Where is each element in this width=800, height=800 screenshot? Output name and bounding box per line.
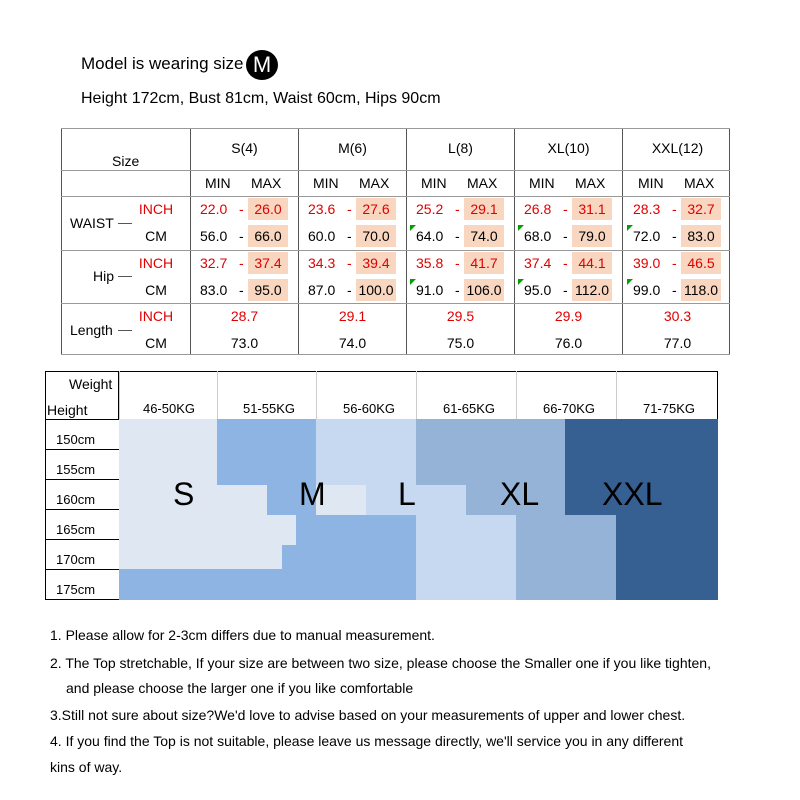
range-dash: - xyxy=(455,255,460,271)
max-label: MAX xyxy=(359,175,390,191)
size-zone-s xyxy=(217,545,282,569)
height-row-label: 170cm xyxy=(56,552,96,567)
size-zone-m xyxy=(296,515,316,545)
length-cm-value: 75.0 xyxy=(446,335,475,351)
max-value: 74.0 xyxy=(464,225,504,247)
max-value: 39.4 xyxy=(356,252,396,274)
row-group-hip: Hip xyxy=(93,268,115,284)
weight-axis-label: Weight xyxy=(69,376,113,392)
weight-range-label: 71-75KG xyxy=(642,401,696,416)
range-dash: - xyxy=(455,282,460,298)
max-value: 66.0 xyxy=(248,225,288,247)
min-value: 95.0 xyxy=(524,282,552,298)
max-value: 26.0 xyxy=(248,198,288,220)
unit-label-inch: INCH xyxy=(138,201,174,217)
table-divider xyxy=(622,128,623,354)
cell-marker xyxy=(518,279,524,285)
table-divider xyxy=(61,128,62,354)
max-label: MAX xyxy=(467,175,498,191)
cell-marker xyxy=(410,225,416,231)
size-zone-m xyxy=(282,545,316,569)
height-gridline xyxy=(45,479,119,480)
min-value: 22.0 xyxy=(200,201,228,217)
max-label: MAX xyxy=(684,175,715,191)
length-cm-value: 76.0 xyxy=(554,335,583,351)
max-value: 29.1 xyxy=(464,198,504,220)
range-dash: - xyxy=(563,282,568,298)
length-inch-value: 30.3 xyxy=(663,308,692,324)
bracket-tick xyxy=(118,223,132,224)
table-divider xyxy=(514,128,515,354)
size-zone-l xyxy=(416,515,516,600)
table-divider xyxy=(298,128,299,354)
model-measurements: Height 172cm, Bust 81cm, Waist 60cm, Hips 90cm xyxy=(81,90,441,107)
min-value: 83.0 xyxy=(200,282,228,298)
min-value: 28.3 xyxy=(633,201,661,217)
length-cm-value: 74.0 xyxy=(338,335,367,351)
min-label: MIN xyxy=(313,175,339,191)
max-value: 79.0 xyxy=(572,225,612,247)
size-zone-s xyxy=(217,515,296,545)
min-value: 87.0 xyxy=(308,282,336,298)
min-value: 72.0 xyxy=(633,228,661,244)
weight-range-label: 66-70KG xyxy=(542,401,596,416)
min-value: 99.0 xyxy=(633,282,661,298)
size-column-header: S(4) xyxy=(231,140,258,156)
table-divider xyxy=(190,128,191,354)
height-gridline xyxy=(45,419,119,420)
weight-range-label: 56-60KG xyxy=(342,401,396,416)
range-dash: - xyxy=(347,201,352,217)
min-value: 56.0 xyxy=(200,228,228,244)
max-value: 83.0 xyxy=(681,225,721,247)
max-value: 46.5 xyxy=(681,252,721,274)
min-value: 34.3 xyxy=(308,255,336,271)
size-zone-label: XXL xyxy=(602,476,663,512)
row-group-waist: WAIST xyxy=(70,215,114,231)
model-size-badge: M xyxy=(246,50,278,80)
size-header-label: Size xyxy=(112,153,140,169)
height-gridline xyxy=(45,509,119,510)
range-dash: - xyxy=(563,255,568,271)
range-dash: - xyxy=(239,255,244,271)
range-dash: - xyxy=(347,255,352,271)
max-value: 37.4 xyxy=(248,252,288,274)
min-label: MIN xyxy=(421,175,447,191)
height-row-label: 165cm xyxy=(56,522,96,537)
length-inch-value: 29.5 xyxy=(446,308,475,324)
height-gridline xyxy=(45,539,119,540)
size-zone-m xyxy=(119,569,316,600)
min-label: MIN xyxy=(529,175,555,191)
min-label: MIN xyxy=(205,175,231,191)
range-dash: - xyxy=(347,228,352,244)
range-dash: - xyxy=(563,228,568,244)
range-dash: - xyxy=(672,201,677,217)
size-zone-label: XL xyxy=(500,476,540,512)
length-inch-value: 28.7 xyxy=(230,308,259,324)
min-value: 64.0 xyxy=(416,228,444,244)
height-gridline xyxy=(45,449,119,450)
max-value: 106.0 xyxy=(464,279,504,301)
max-value: 41.7 xyxy=(464,252,504,274)
max-value: 112.0 xyxy=(572,279,612,301)
unit-label-cm: CM xyxy=(145,228,167,244)
height-axis-label: Height xyxy=(47,402,88,418)
range-dash: - xyxy=(239,282,244,298)
height-row-label: 155cm xyxy=(56,462,96,477)
min-value: 23.6 xyxy=(308,201,336,217)
cell-marker xyxy=(627,225,633,231)
length-cm-value: 77.0 xyxy=(663,335,692,351)
min-label: MIN xyxy=(638,175,664,191)
max-value: 32.7 xyxy=(681,198,721,220)
range-dash: - xyxy=(563,201,568,217)
range-dash: - xyxy=(455,201,460,217)
range-dash: - xyxy=(239,228,244,244)
length-cm-value: 73.0 xyxy=(230,335,259,351)
size-zone-xl xyxy=(416,419,565,485)
max-label: MAX xyxy=(575,175,606,191)
min-value: 25.2 xyxy=(416,201,444,217)
table-rule xyxy=(61,170,730,171)
cell-marker xyxy=(627,279,633,285)
height-gridline xyxy=(45,569,119,570)
bracket-tick xyxy=(118,276,132,277)
min-value: 32.7 xyxy=(200,255,228,271)
range-dash: - xyxy=(672,255,677,271)
note-4-continued: kins of way. xyxy=(50,759,123,775)
max-value: 44.1 xyxy=(572,252,612,274)
unit-label-inch: INCH xyxy=(138,255,174,271)
height-row-label: 175cm xyxy=(56,582,96,597)
note-2-continued: and please choose the larger one if you like comfortable xyxy=(66,680,414,696)
min-value: 35.8 xyxy=(416,255,444,271)
min-value: 60.0 xyxy=(308,228,336,244)
cell-marker xyxy=(518,225,524,231)
size-zone-s xyxy=(119,449,217,569)
height-weight-size-chart xyxy=(45,371,718,600)
size-zone-label: M xyxy=(299,476,326,512)
min-value: 37.4 xyxy=(524,255,552,271)
max-label: MAX xyxy=(251,175,282,191)
min-value: 39.0 xyxy=(633,255,661,271)
height-row-label: 160cm xyxy=(56,492,96,507)
range-dash: - xyxy=(672,282,677,298)
model-size-caption: Model is wearing size xyxy=(81,54,244,73)
max-value: 70.0 xyxy=(356,225,396,247)
min-value: 68.0 xyxy=(524,228,552,244)
range-dash: - xyxy=(672,228,677,244)
max-value: 31.1 xyxy=(572,198,612,220)
row-group-length: Length xyxy=(70,322,113,338)
bracket-tick xyxy=(118,330,132,331)
size-zone-label: L xyxy=(398,476,416,512)
max-value: 118.0 xyxy=(681,279,721,301)
length-inch-value: 29.9 xyxy=(554,308,583,324)
size-column-header: XXL(12) xyxy=(651,140,704,156)
size-zone-xxl xyxy=(616,515,718,600)
size-zone-s xyxy=(119,419,217,449)
size-column-header: XL(10) xyxy=(547,140,590,156)
max-value: 100.0 xyxy=(356,279,396,301)
size-zone-l xyxy=(416,485,466,515)
weight-range-label: 61-65KG xyxy=(442,401,496,416)
table-rule xyxy=(61,128,730,129)
note-1: 1. Please allow for 2-3cm differs due to manual measurement. xyxy=(50,627,435,643)
size-column-header: L(8) xyxy=(448,140,473,156)
weight-range-label: 51-55KG xyxy=(242,401,296,416)
note-2: 2. The Top stretchable, If your size are between two size, please choose the Smaller one if you like tighten, xyxy=(50,655,711,671)
table-divider xyxy=(406,128,407,354)
min-value: 91.0 xyxy=(416,282,444,298)
note-3: 3.Still not sure about size?We'd love to advise based on your measurements of upper and lower chest. xyxy=(50,707,686,723)
max-value: 27.6 xyxy=(356,198,396,220)
size-column-header: M(6) xyxy=(338,140,367,156)
unit-label-cm: CM xyxy=(145,335,167,351)
range-dash: - xyxy=(347,282,352,298)
size-zone-label: S xyxy=(173,476,195,512)
note-4: 4. If you find the Top is not suitable, please leave us message directly, we'll service you in any different xyxy=(50,733,684,749)
range-dash: - xyxy=(239,201,244,217)
range-dash: - xyxy=(455,228,460,244)
cell-marker xyxy=(410,279,416,285)
unit-label-cm: CM xyxy=(145,282,167,298)
size-zone-m xyxy=(316,515,416,600)
max-value: 95.0 xyxy=(248,279,288,301)
height-row-label: 150cm xyxy=(56,432,96,447)
unit-label-inch: INCH xyxy=(138,308,174,324)
min-value: 26.8 xyxy=(524,201,552,217)
size-zone-xl xyxy=(516,515,616,600)
length-inch-value: 29.1 xyxy=(338,308,367,324)
weight-range-label: 46-50KG xyxy=(142,401,196,416)
